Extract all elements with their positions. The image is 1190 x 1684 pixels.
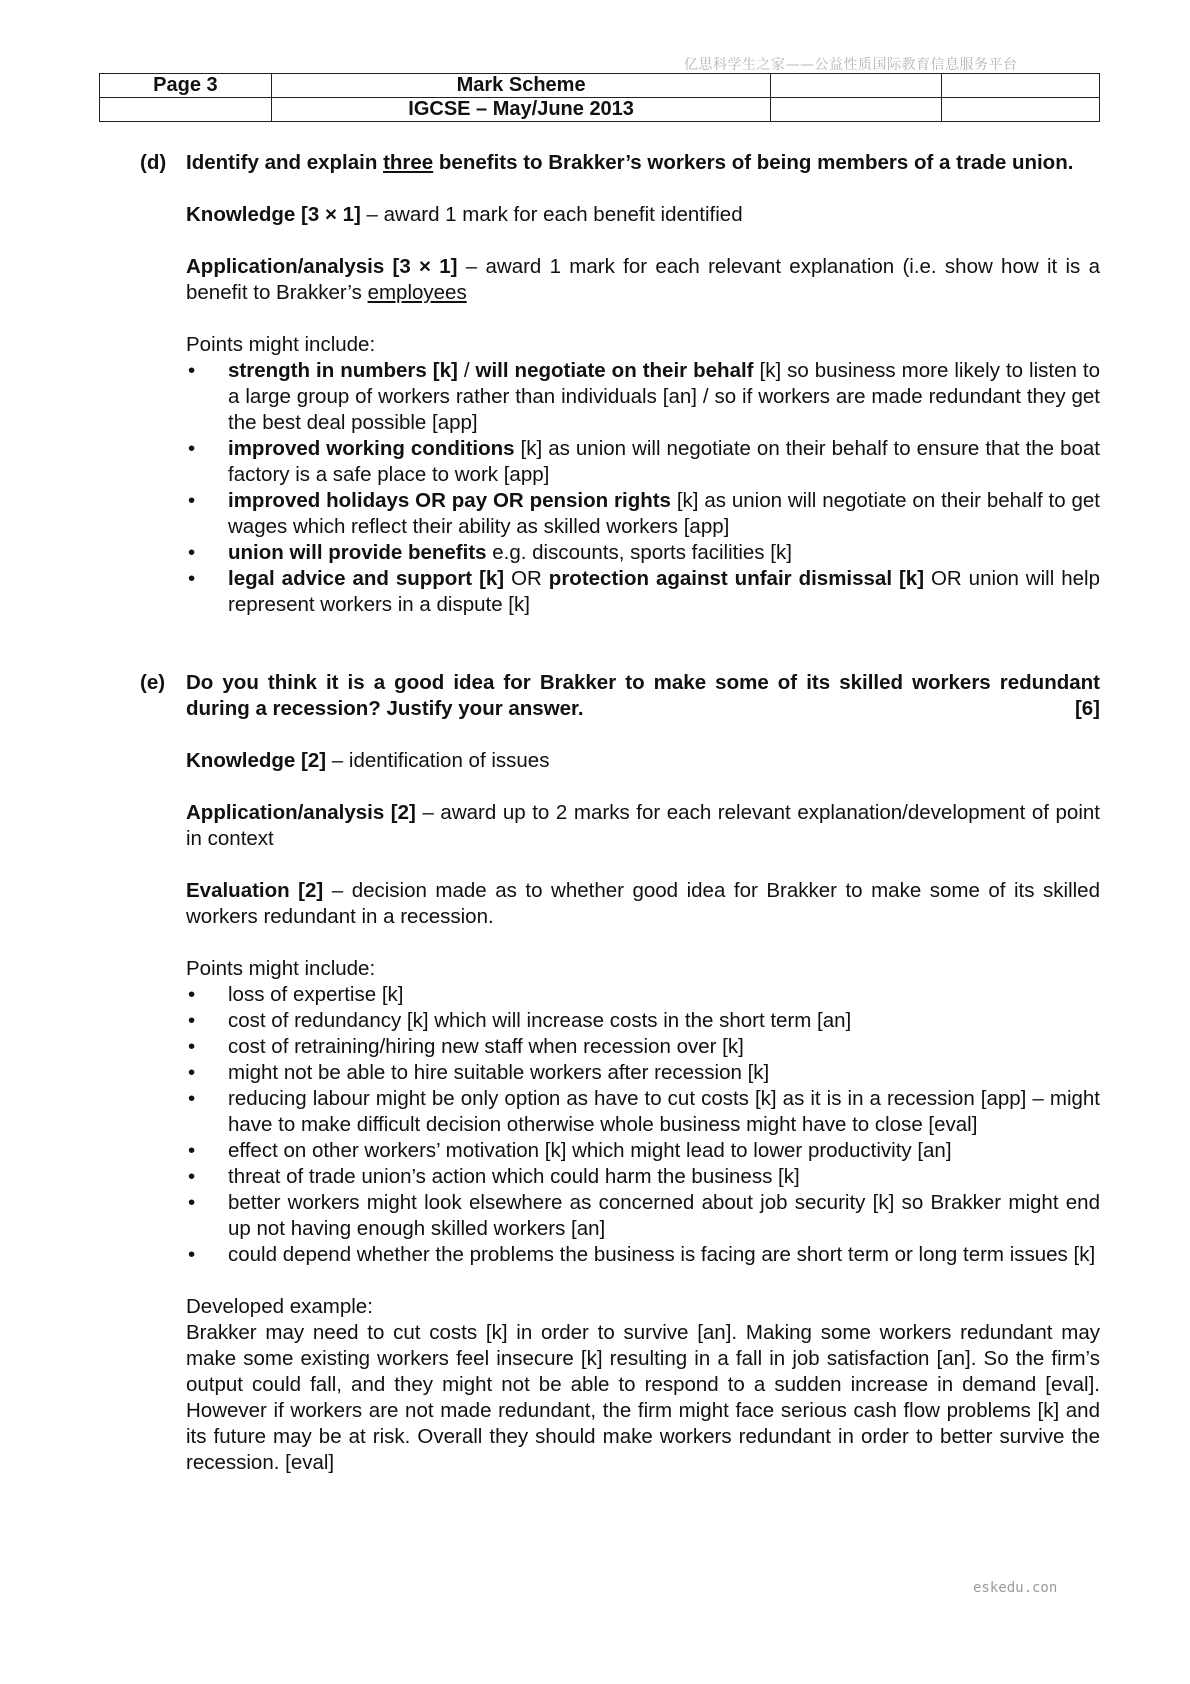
header-empty-cell [771, 74, 942, 98]
header-empty-cell [771, 98, 942, 122]
points-list [186, 982, 1100, 1268]
list-item: • cost of redundancy [k] which will increase costs in the short term [an] [186, 1008, 1100, 1034]
watermark-bottom: eskedu.con [973, 1580, 1058, 1596]
points-intro: Points might include: [186, 957, 376, 980]
marks-badge: [6] [1074, 697, 1100, 720]
knowledge-criterion: Knowledge [2] – identification of issues [186, 749, 550, 772]
page-number: Page 3 [100, 74, 272, 98]
points-list [186, 358, 1100, 618]
points-intro: Points might include: [186, 333, 376, 356]
header-empty-cell [100, 98, 272, 122]
question-d [140, 150, 1100, 176]
header-empty-cell [942, 74, 1100, 98]
watermark-top: 亿思科学生之家——公益性质国际教育信息服务平台 [684, 57, 1018, 73]
list-item: • strength in numbers [k] / will negotiate on their behalf [k] so business more likely to listen to a large group of workers rather than individuals [an] / so if workers are made redundant they get the best deal possible [app] [186, 358, 1100, 436]
application-criterion: Application/analysis [2] – award up to 2 marks for each relevant explanation/development of point in context [186, 801, 1100, 850]
list-item: • legal advice and support [k] OR protection against unfair dismissal [k] OR union will help represent workers in a dispute [k] [186, 566, 1100, 618]
mark-scheme-content [140, 150, 1100, 1476]
example-label: Developed example: [186, 1295, 373, 1318]
header-table [99, 73, 1100, 122]
header-empty-cell [942, 98, 1100, 122]
list-item: • threat of trade union’s action which could harm the business [k] [186, 1164, 1100, 1190]
list-item: • might not be able to hire suitable workers after recession [k] [186, 1060, 1100, 1086]
knowledge-criterion: Knowledge [3 × 1] – award 1 mark for each benefit identified [186, 203, 743, 226]
application-criterion: Application/analysis [3 × 1] – award 1 mark for each relevant explanation (i.e. show how it is a benefit to Brakker’s employees [186, 255, 1100, 304]
list-item: • union will provide benefits e.g. discounts, sports facilities [k] [186, 540, 1100, 566]
question-label: (e) [140, 671, 166, 694]
list-item: • cost of retraining/hiring new staff when recession over [k] [186, 1034, 1100, 1060]
list-item: • effect on other workers’ motivation [k] which might lead to lower productivity [an] [186, 1138, 1100, 1164]
evaluation-criterion: Evaluation [2] – decision made as to whether good idea for Brakker to make some of its skilled workers redundant in a recession. [186, 879, 1100, 928]
question-label: (d) [140, 151, 167, 174]
list-item: • reducing labour might be only option as have to cut costs [k] as it is in a recession [app] – might have to make difficult decision otherwise whole business might have to close [eval] [186, 1086, 1100, 1138]
list-item: • loss of expertise [k] [186, 982, 1100, 1008]
question-e [140, 670, 1100, 722]
list-item: • improved holidays OR pay OR pension rights [k] as union will negotiate on their behalf to get wages which reflect their ability as skilled workers [app] [186, 488, 1100, 540]
doc-title: Mark Scheme [271, 74, 771, 98]
exam-session: IGCSE – May/June 2013 [271, 98, 771, 122]
example-text: Brakker may need to cut costs [k] in order to survive [an]. Making some workers redundant may make some existing workers feel insecure [k] resulting in a fall in job satisfaction [an]. So the firm’s output could fall, and they might not be able to respond to a sudden increase in demand [eval]. However if workers are not made redundant, the firm might face serious cash flow problems [k] and its future may be at risk. Overall they should make workers redundant in order to better survive the recession. [eval] [186, 1321, 1100, 1474]
list-item: • improved working conditions [k] as union will negotiate on their behalf to ensure that the boat factory is a safe place to work [app] [186, 436, 1100, 488]
list-item: • better workers might look elsewhere as concerned about job security [k] so Brakker might end up not having enough skilled workers [an] [186, 1190, 1100, 1242]
question-text: Identify and explain three benefits to Brakker’s workers of being members of a trade union. [186, 151, 1074, 174]
question-text: Do you think it is a good idea for Brakker to make some of its skilled workers redundant during a recession? Justify your answer. [6] [186, 671, 1100, 720]
list-item: • could depend whether the problems the business is facing are short term or long term issues [k] [186, 1242, 1100, 1268]
